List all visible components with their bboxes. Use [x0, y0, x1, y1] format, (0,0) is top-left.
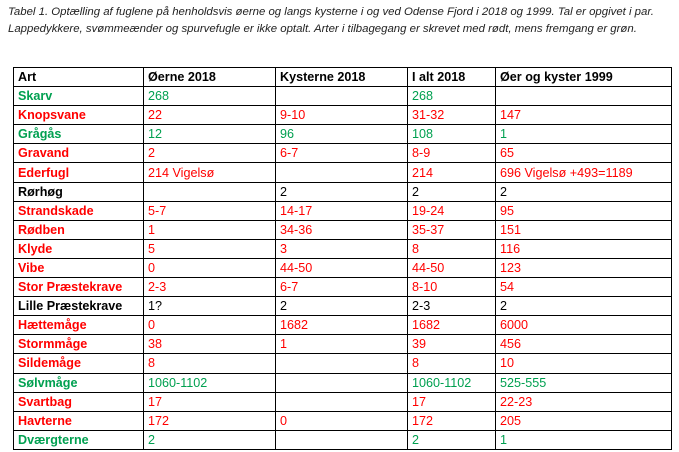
species-name-cell: Klyde: [14, 239, 144, 258]
total-2018-cell: 17: [408, 392, 496, 411]
header-islands-coasts-1999: Øer og kyster 1999: [496, 68, 672, 87]
species-name-cell: Lille Præstekrave: [14, 297, 144, 316]
table-row: [14, 373, 672, 392]
table-row: [14, 144, 672, 163]
coasts-2018-cell: 6-7: [276, 144, 408, 163]
coasts-2018-cell: 2: [276, 182, 408, 201]
islands-2018-cell: 8: [144, 354, 276, 373]
islands-coasts-1999-cell: 456: [496, 335, 672, 354]
total-2018-cell: 31-32: [408, 106, 496, 125]
header-islands-2018: Øerne 2018: [144, 68, 276, 87]
table-row: [14, 258, 672, 277]
table-header-row: [14, 68, 672, 87]
total-2018-cell: 8-10: [408, 278, 496, 297]
islands-2018-cell: 22: [144, 106, 276, 125]
table-caption: Tabel 1. Optælling af fuglene på henholdsvis øerne og langs kysterne i og ved Odense Fjord i 2018 og 1999. Tal er opgivet i par. Lappedykkere, svømmeænder og spurvefugle er ikke optalt. Arter i tilbagegang er skrevet med rødt, mens fremgang er grøn.: [8, 6, 654, 35]
species-name-cell: Knopsvane: [14, 106, 144, 125]
table-row: [14, 106, 672, 125]
total-2018-cell: 44-50: [408, 258, 496, 277]
table-row: [14, 354, 672, 373]
table-row: [14, 411, 672, 430]
islands-2018-cell: 172: [144, 411, 276, 430]
table-body: [14, 87, 672, 450]
species-name-cell: Svartbag: [14, 392, 144, 411]
table-row: [14, 297, 672, 316]
islands-coasts-1999-cell: 10: [496, 354, 672, 373]
species-name-cell: Sildemåge: [14, 354, 144, 373]
table-row: [14, 392, 672, 411]
islands-coasts-1999-cell: [496, 87, 672, 106]
coasts-2018-cell: 34-36: [276, 220, 408, 239]
coasts-2018-cell: 1682: [276, 316, 408, 335]
islands-2018-cell: 17: [144, 392, 276, 411]
islands-2018-cell: 1: [144, 220, 276, 239]
species-name-cell: Gravand: [14, 144, 144, 163]
islands-2018-cell: 5: [144, 239, 276, 258]
total-2018-cell: 2-3: [408, 297, 496, 316]
coasts-2018-cell: 3: [276, 239, 408, 258]
species-name-cell: Havterne: [14, 411, 144, 430]
table-row: [14, 125, 672, 144]
islands-2018-cell: 2: [144, 430, 276, 449]
table-row: [14, 239, 672, 258]
header-coasts-2018: Kysterne 2018: [276, 68, 408, 87]
total-2018-cell: 19-24: [408, 201, 496, 220]
total-2018-cell: 108: [408, 125, 496, 144]
table-row: [14, 430, 672, 449]
islands-coasts-1999-cell: 65: [496, 144, 672, 163]
total-2018-cell: 35-37: [408, 220, 496, 239]
islands-2018-cell: [144, 182, 276, 201]
total-2018-cell: 214: [408, 163, 496, 182]
islands-2018-cell: 0: [144, 258, 276, 277]
islands-coasts-1999-cell: 147: [496, 106, 672, 125]
total-2018-cell: 39: [408, 335, 496, 354]
coasts-2018-cell: 44-50: [276, 258, 408, 277]
total-2018-cell: 8-9: [408, 144, 496, 163]
species-name-cell: Stor Præstekrave: [14, 278, 144, 297]
islands-2018-cell: 5-7: [144, 201, 276, 220]
table-row: [14, 87, 672, 106]
islands-coasts-1999-cell: 205: [496, 411, 672, 430]
species-name-cell: Dværgterne: [14, 430, 144, 449]
bird-count-table: [13, 67, 672, 450]
table-row: [14, 220, 672, 239]
species-name-cell: Grågås: [14, 125, 144, 144]
species-name-cell: Rørhøg: [14, 182, 144, 201]
table-row: [14, 316, 672, 335]
header-total-2018: I alt 2018: [408, 68, 496, 87]
coasts-2018-cell: 0: [276, 411, 408, 430]
total-2018-cell: 172: [408, 411, 496, 430]
islands-coasts-1999-cell: 525-555: [496, 373, 672, 392]
islands-coasts-1999-cell: 123: [496, 258, 672, 277]
islands-coasts-1999-cell: 116: [496, 239, 672, 258]
islands-coasts-1999-cell: 2: [496, 182, 672, 201]
table-row: [14, 278, 672, 297]
coasts-2018-cell: 96: [276, 125, 408, 144]
coasts-2018-cell: 9-10: [276, 106, 408, 125]
islands-2018-cell: 38: [144, 335, 276, 354]
islands-coasts-1999-cell: 6000: [496, 316, 672, 335]
coasts-2018-cell: 14-17: [276, 201, 408, 220]
coasts-2018-cell: [276, 87, 408, 106]
total-2018-cell: 1682: [408, 316, 496, 335]
islands-coasts-1999-cell: 1: [496, 125, 672, 144]
species-name-cell: Vibe: [14, 258, 144, 277]
total-2018-cell: 2: [408, 430, 496, 449]
islands-coasts-1999-cell: 2: [496, 297, 672, 316]
species-name-cell: Hættemåge: [14, 316, 144, 335]
coasts-2018-cell: [276, 354, 408, 373]
species-name-cell: Stormmåge: [14, 335, 144, 354]
islands-coasts-1999-cell: 54: [496, 278, 672, 297]
coasts-2018-cell: [276, 373, 408, 392]
coasts-2018-cell: 1: [276, 335, 408, 354]
table-row: [14, 201, 672, 220]
islands-coasts-1999-cell: 1: [496, 430, 672, 449]
islands-2018-cell: 0: [144, 316, 276, 335]
total-2018-cell: 1060-1102: [408, 373, 496, 392]
islands-2018-cell: 12: [144, 125, 276, 144]
islands-coasts-1999-cell: 95: [496, 201, 672, 220]
islands-2018-cell: 268: [144, 87, 276, 106]
islands-2018-cell: 214 Vigelsø: [144, 163, 276, 182]
species-name-cell: Skarv: [14, 87, 144, 106]
table-row: [14, 335, 672, 354]
total-2018-cell: 268: [408, 87, 496, 106]
islands-coasts-1999-cell: 696 Vigelsø +493=1189: [496, 163, 672, 182]
coasts-2018-cell: 6-7: [276, 278, 408, 297]
islands-2018-cell: 2-3: [144, 278, 276, 297]
coasts-2018-cell: [276, 430, 408, 449]
islands-2018-cell: 1?: [144, 297, 276, 316]
species-name-cell: Rødben: [14, 220, 144, 239]
coasts-2018-cell: 2: [276, 297, 408, 316]
species-name-cell: Strandskade: [14, 201, 144, 220]
species-name-cell: Sølvmåge: [14, 373, 144, 392]
islands-2018-cell: 2: [144, 144, 276, 163]
total-2018-cell: 2: [408, 182, 496, 201]
total-2018-cell: 8: [408, 354, 496, 373]
header-species: Art: [14, 68, 144, 87]
islands-coasts-1999-cell: 151: [496, 220, 672, 239]
coasts-2018-cell: [276, 392, 408, 411]
table-row: [14, 163, 672, 182]
total-2018-cell: 8: [408, 239, 496, 258]
islands-2018-cell: 1060-1102: [144, 373, 276, 392]
table-row: [14, 182, 672, 201]
species-name-cell: Ederfugl: [14, 163, 144, 182]
islands-coasts-1999-cell: 22-23: [496, 392, 672, 411]
coasts-2018-cell: [276, 163, 408, 182]
